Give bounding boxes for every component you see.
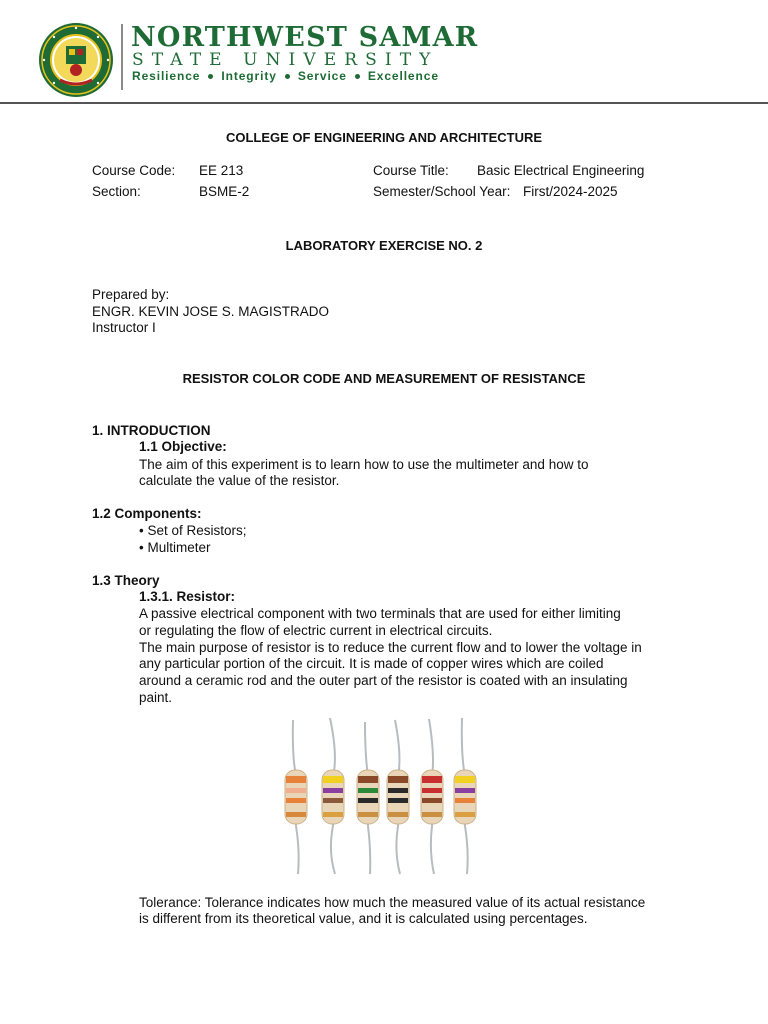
resistor-band [286, 798, 306, 803]
resistor-band [388, 798, 408, 803]
resistor-band [455, 776, 475, 783]
theory-heading: 1.3 Theory [92, 573, 160, 588]
resistor-band [358, 776, 378, 783]
university-motto [132, 69, 439, 83]
components-list-item: • Multimeter [139, 540, 211, 555]
components-list-item: • Set of Resistors; [139, 523, 247, 538]
tolerance-text-line: Tolerance: Tolerance indicates how much the measured value of its actual resistance [139, 895, 646, 910]
resistor-band [323, 776, 343, 783]
resistor-text-line: A passive electrical component with two terminals that are used for either limiting [139, 606, 621, 621]
header-rule [0, 102, 768, 104]
bullet-dot-icon [355, 74, 360, 79]
components-heading: 1.2 Components: [92, 506, 202, 521]
course-title-value: Basic Electrical Engineering [477, 163, 645, 178]
resistor-graphic [322, 718, 344, 874]
college-title: COLLEGE OF ENGINEERING AND ARCHITECTURE [225, 130, 543, 145]
motto-word: Service [297, 69, 347, 83]
university-seal-logo [38, 22, 114, 98]
preparer-position: Instructor I [92, 320, 156, 335]
section-label: Section: [92, 184, 141, 199]
resistor-band [323, 798, 343, 803]
resistor-text-line: The main purpose of resistor is to reduce the current flow and to lower the voltage in [139, 640, 642, 655]
resistor-band [388, 776, 408, 783]
resistor-text-line: any particular portion of the circuit. It is made of copper wires which are coiled [139, 656, 604, 671]
resistor-band [422, 788, 442, 793]
bullet-dot-icon [208, 74, 213, 79]
motto-word: Integrity [221, 69, 277, 83]
bullet-dot-icon [285, 74, 290, 79]
resistor-band [388, 812, 408, 817]
resistor-heading: 1.3.1. Resistor: [139, 589, 236, 604]
resistor-band [455, 788, 475, 793]
resistor-band [358, 788, 378, 793]
resistor-band [455, 798, 475, 803]
tolerance-text-line: is different from its theoretical value, and it is calculated using percentages. [139, 911, 588, 926]
section-value: BSME-2 [199, 184, 250, 199]
objective-text-line: The aim of this experiment is to learn how to use the multimeter and how to [139, 457, 589, 472]
resistor-band [286, 812, 306, 817]
objective-heading: 1.1 Objective: [139, 439, 227, 454]
prepared-by-label: Prepared by: [92, 287, 170, 302]
resistor-graphic [387, 720, 409, 874]
exercise-title: LABORATORY EXERCISE NO. 2 [285, 238, 483, 253]
resistor-band [422, 798, 442, 803]
section-heading-introduction: 1. INTRODUCTION [92, 423, 211, 438]
course-code-value: EE 213 [199, 163, 244, 178]
resistor-band [358, 798, 378, 803]
university-subtitle: STATE UNIVERSITY [132, 50, 439, 70]
resistor-band [323, 812, 343, 817]
preparer-name: ENGR. KEVIN JOSE S. MAGISTRADO [92, 304, 330, 319]
resistor-text-line: around a ceramic rod and the outer part of the resistor is coated with an insulating [139, 673, 628, 688]
resistor-graphic [357, 722, 379, 874]
resistor-text-line: or regulating the flow of electric current in electrical circuits. [139, 623, 493, 638]
motto-word: Excellence [367, 69, 439, 83]
resistor-band [286, 776, 306, 783]
resistor-band [455, 812, 475, 817]
topic-title: RESISTOR COLOR CODE AND MEASUREMENT OF RESISTANCE [182, 371, 586, 386]
resistor-text-line: paint. [139, 690, 173, 705]
motto-word: Resilience [132, 69, 201, 83]
semester-label: Semester/School Year: [373, 184, 511, 199]
resistor-band [323, 788, 343, 793]
semester-value: First/2024-2025 [523, 184, 618, 199]
objective-text-line: calculate the value of the resistor. [139, 473, 340, 488]
course-title-label: Course Title: [373, 163, 449, 178]
resistor-band [358, 812, 378, 817]
resistor-band [422, 776, 442, 783]
resistor-band [388, 788, 408, 793]
resistor-graphic [421, 719, 443, 874]
resistors-photo [266, 716, 502, 876]
resistor-graphic [454, 718, 476, 874]
header-divider [121, 24, 123, 90]
university-name: NORTHWEST SAMAR [131, 22, 479, 53]
resistor-band [422, 812, 442, 817]
course-code-label: Course Code: [92, 163, 176, 178]
resistor-band [286, 788, 306, 793]
resistor-graphic [285, 720, 307, 874]
